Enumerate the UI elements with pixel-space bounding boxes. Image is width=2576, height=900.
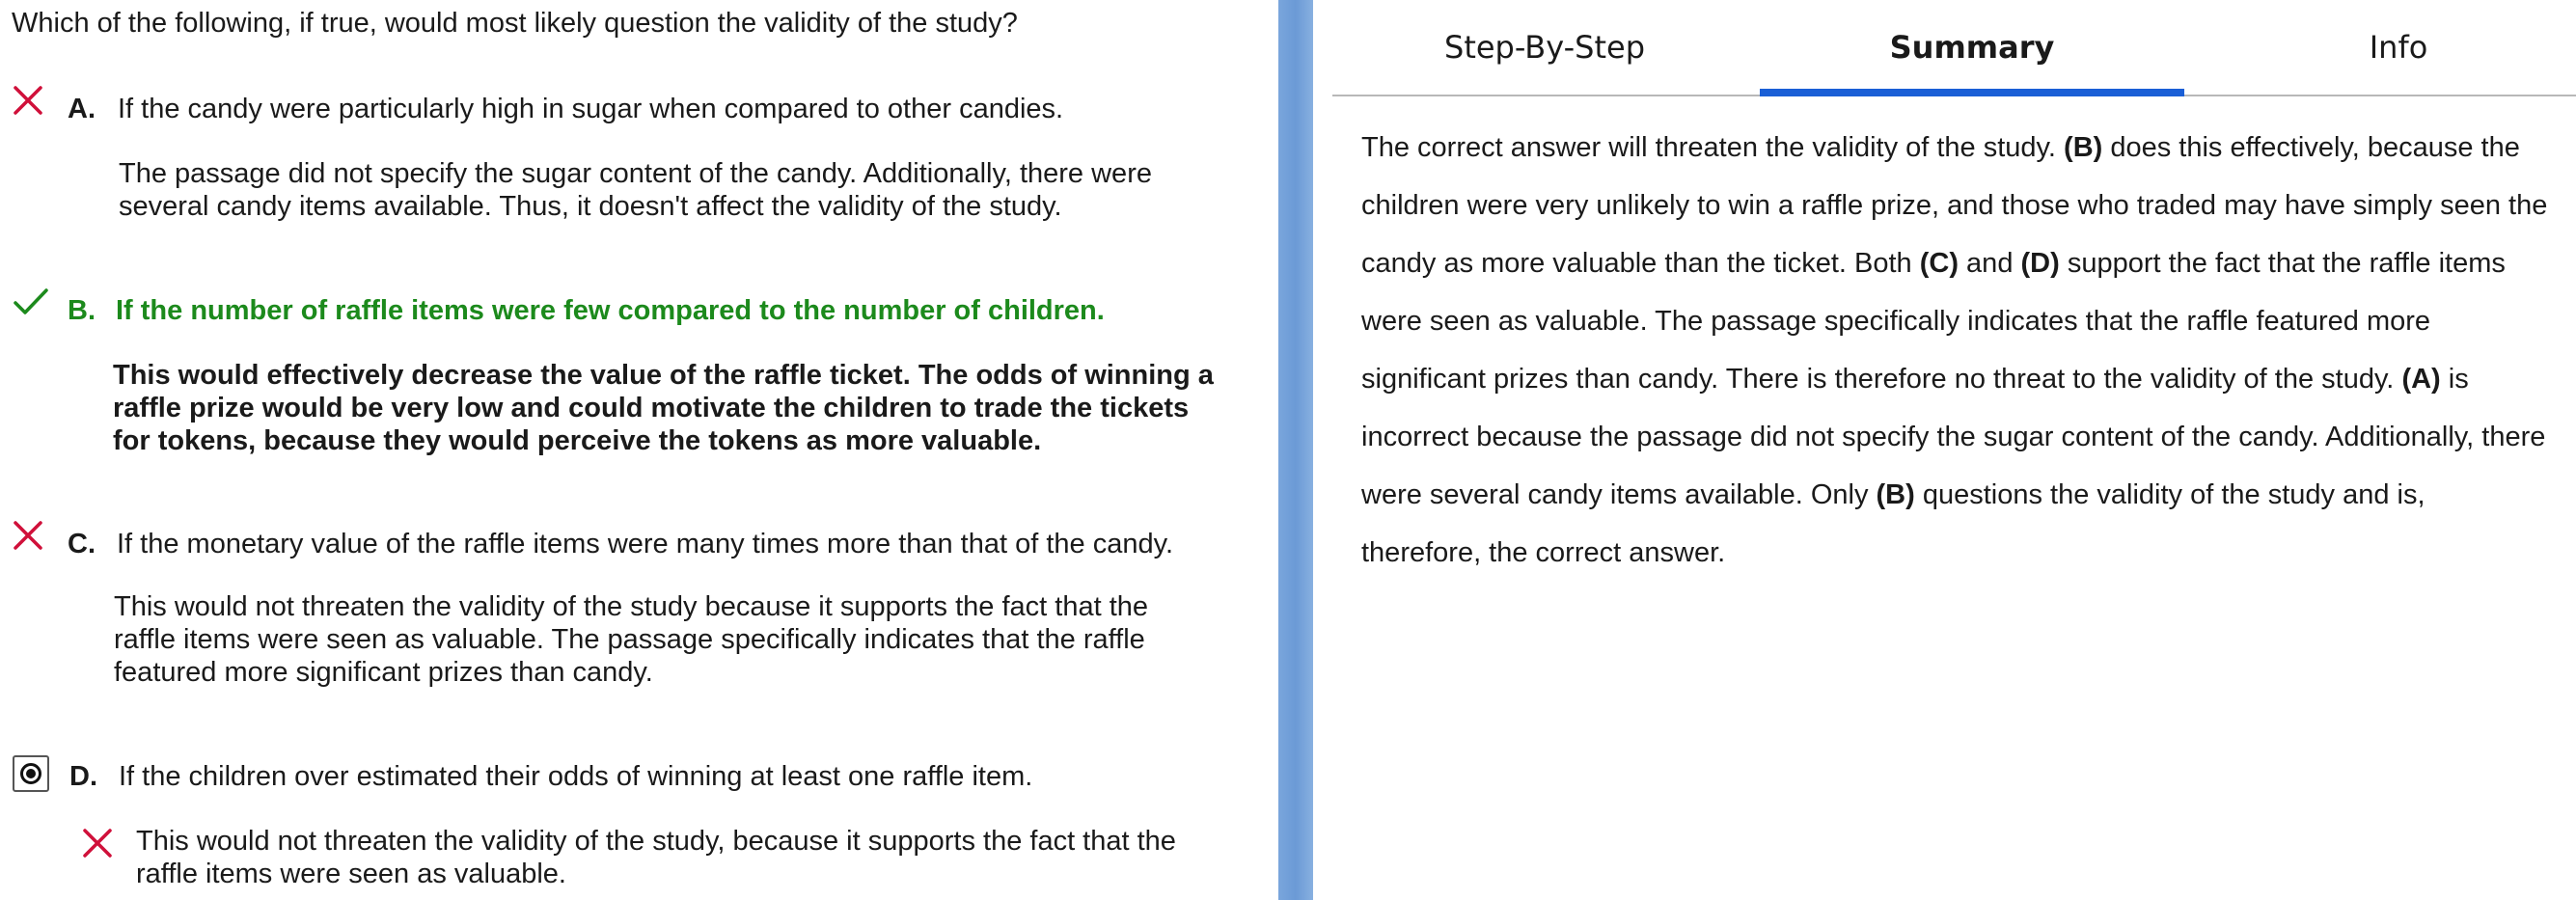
choice-c-letter: C.	[68, 529, 96, 559]
correct-check-icon	[12, 285, 50, 323]
question-pane	[0, 0, 1278, 900]
choice-b-explanation: This would effectively decrease the value of the raffle ticket. The odds of winning a raffle prize would be very low and could motivate the children to trade the tickets for tokens, because they would perceive the tokens as more valuable.	[113, 360, 1214, 456]
choice-b-letter: B.	[68, 295, 96, 326]
choice-d-text[interactable]: If the children over estimated their odds of winning at least one raffle item.	[119, 761, 1033, 792]
tab-info[interactable]: Info	[2369, 29, 2428, 66]
tab-summary[interactable]: Summary	[1760, 0, 2184, 95]
choice-a-text[interactable]: If the candy were particularly high in sugar when compared to other candies.	[118, 94, 1064, 124]
choice-d-explanation: This would not threaten the validity of the study, because it supports the fact that the raffle items were seen as valuable.	[136, 826, 1176, 889]
incorrect-x-icon	[12, 84, 50, 123]
incorrect-x-icon	[12, 519, 50, 558]
choice-c-explanation: This would not threaten the validity of the study because it supports the fact that the raffle items were seen as valuable. The passage specifically indicates that the raffle featured more significant prizes than candy.	[114, 591, 1149, 688]
summary-text: The correct answer will threaten the validity of the study. (B) does this effectively, because the children were very unlikely to win a raffle prize, and those who traded may have simply seen the candy as more valuable than the ticket. Both (C) and (D) support the fact that the raffle items were seen as valuable. The passage specifically indicates that the raffle featured more significant prizes than candy. There is therefore no threat to the validity of the study. (A) is incorrect because the passage did not specify the sugar content of the candy. Additionally, there were several candy items available. Only (B) questions the validity of the study and is, therefore, the correct answer.	[1361, 132, 2548, 568]
choice-c-text[interactable]: If the monetary value of the raffle items were many times more than that of the candy.	[117, 529, 1174, 559]
radio-selected-dot	[26, 769, 36, 778]
choice-a-explanation: The passage did not specify the sugar content of the candy. Additionally, there were several candy items available. Thus, it doesn't affect the validity of the study.	[119, 158, 1152, 222]
selected-radio-button[interactable]	[13, 755, 49, 792]
radio-outer-ring	[20, 763, 41, 784]
incorrect-x-icon	[81, 827, 120, 865]
tab-bar	[1332, 0, 2576, 96]
choice-d-letter: D.	[69, 761, 97, 792]
choice-b-text[interactable]: If the number of raffle items were few compared to the number of children.	[116, 295, 1105, 326]
question-text: Which of the following, if true, would most likely question the validity of the study?	[12, 8, 1018, 39]
explanation-pane	[1313, 0, 2576, 900]
tab-step-by-step[interactable]: Step-By-Step	[1444, 29, 1645, 66]
pane-resize-divider[interactable]	[1278, 0, 1313, 900]
choice-a-letter: A.	[68, 94, 96, 124]
